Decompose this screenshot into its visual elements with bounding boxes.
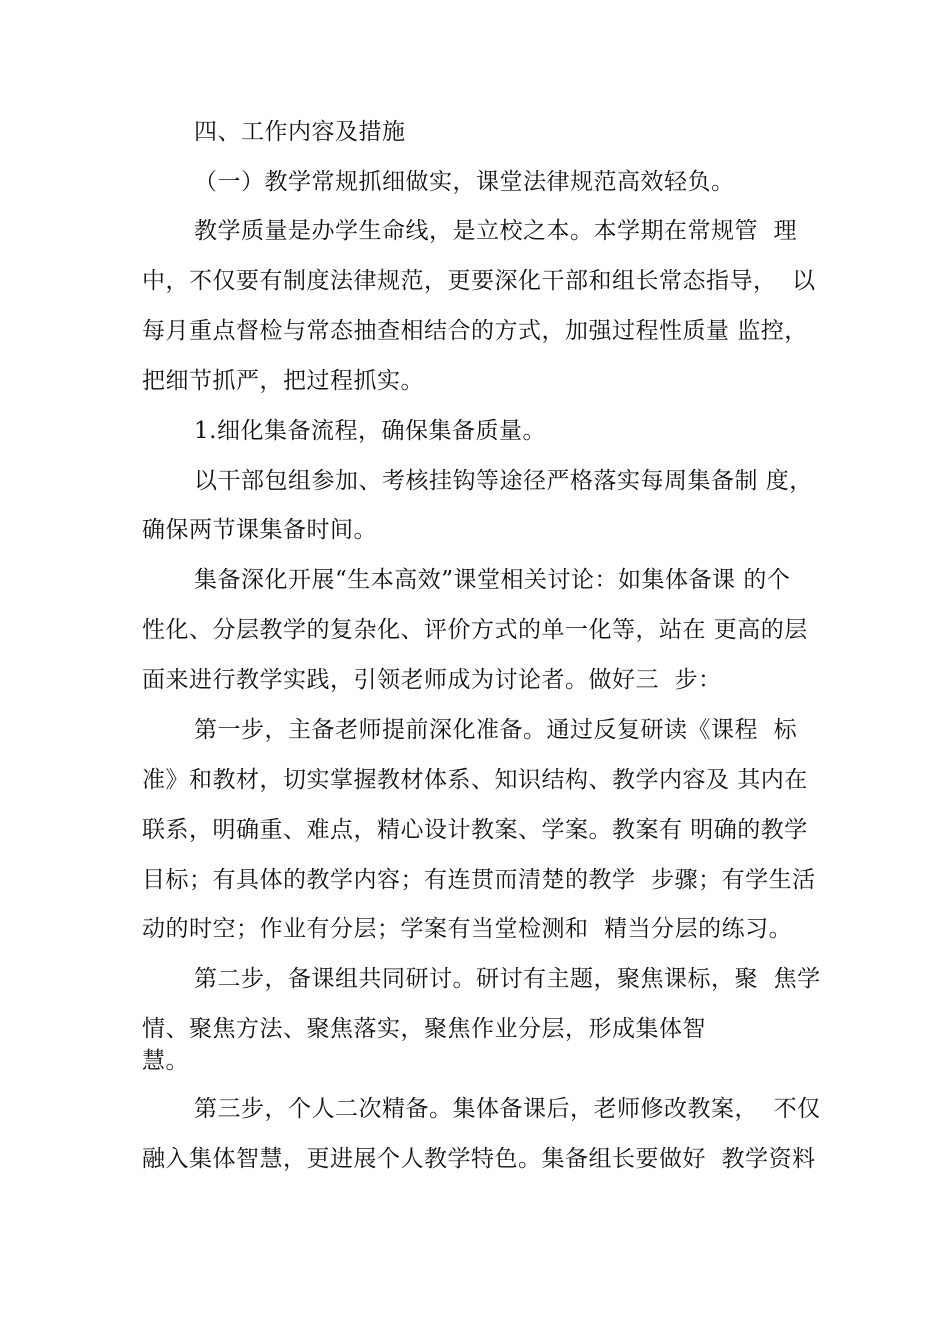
paragraph-line: 情、聚焦方法、聚焦落实，聚焦作业分层，形成集体智 xyxy=(142,1016,706,1042)
paragraph-line: 第一步，主备老师提前深化准备。通过反复研读《课程 标 xyxy=(194,717,798,743)
paragraph-line: 集备深化开展“生本高效”课堂相关讨论：如集体备课 的个 xyxy=(194,567,791,593)
paragraph-line: 慧。 xyxy=(142,1048,189,1074)
paragraph-line: 准》和教材，切实掌握教材体系、知识结构、教学内容及 其内在 xyxy=(142,767,808,793)
paragraph-line: 教学质量是办学生命线，是立校之本。本学期在常规管 理 xyxy=(194,218,798,244)
list-item-heading: 1.细化集备流程，确保集备质量。 xyxy=(194,418,546,444)
paragraph-line: 融入集体智慧，更进展个人教学特色。集备组长要做好 教学资料 xyxy=(142,1146,816,1172)
subsection-heading: （一）教学常规抓细做实，课堂法律规范高效轻负。 xyxy=(194,169,735,195)
paragraph-line: 目标；有具体的教学内容；有连贯而清楚的教学 步骤；有学生活 xyxy=(142,867,816,893)
paragraph-line: 面来进行教学实践，引领老师成为讨论者。做好三 步： xyxy=(142,667,722,693)
paragraph-line: 以干部包组参加、考核挂钩等途径严格落实每周集备制 度， xyxy=(194,468,813,494)
paragraph-line: 每月重点督检与常态抽查相结合的方式，加强过程性质量 监控， xyxy=(142,318,808,344)
paragraph-line: 动的时空；作业有分层；学案有当堂检测和 精当分层的练习。 xyxy=(142,916,793,942)
paragraph-line: 确保两节课集备时间。 xyxy=(142,517,377,543)
paragraph-line: 第二步，备课组共同研讨。研讨有主题，聚焦课标，聚 焦学 xyxy=(194,966,821,992)
paragraph-line: 第三步，个人二次精备。集体备课后，老师修改教案， 不仅 xyxy=(194,1096,821,1122)
paragraph-line: 联系，明确重、难点，精心设计教案、学案。教案有 明确的教学 xyxy=(142,817,808,843)
section-heading: 四、工作内容及措施 xyxy=(194,119,406,145)
paragraph-line: 性化、分层教学的复杂化、评价方式的单一化等，站在 更高的层 xyxy=(142,617,808,643)
paragraph-line: 中，不仅要有制度法律规范，更要深化干部和组长常态指导， 以 xyxy=(142,268,816,294)
paragraph-line: 把细节抓严，把过程抓实。 xyxy=(142,368,424,394)
